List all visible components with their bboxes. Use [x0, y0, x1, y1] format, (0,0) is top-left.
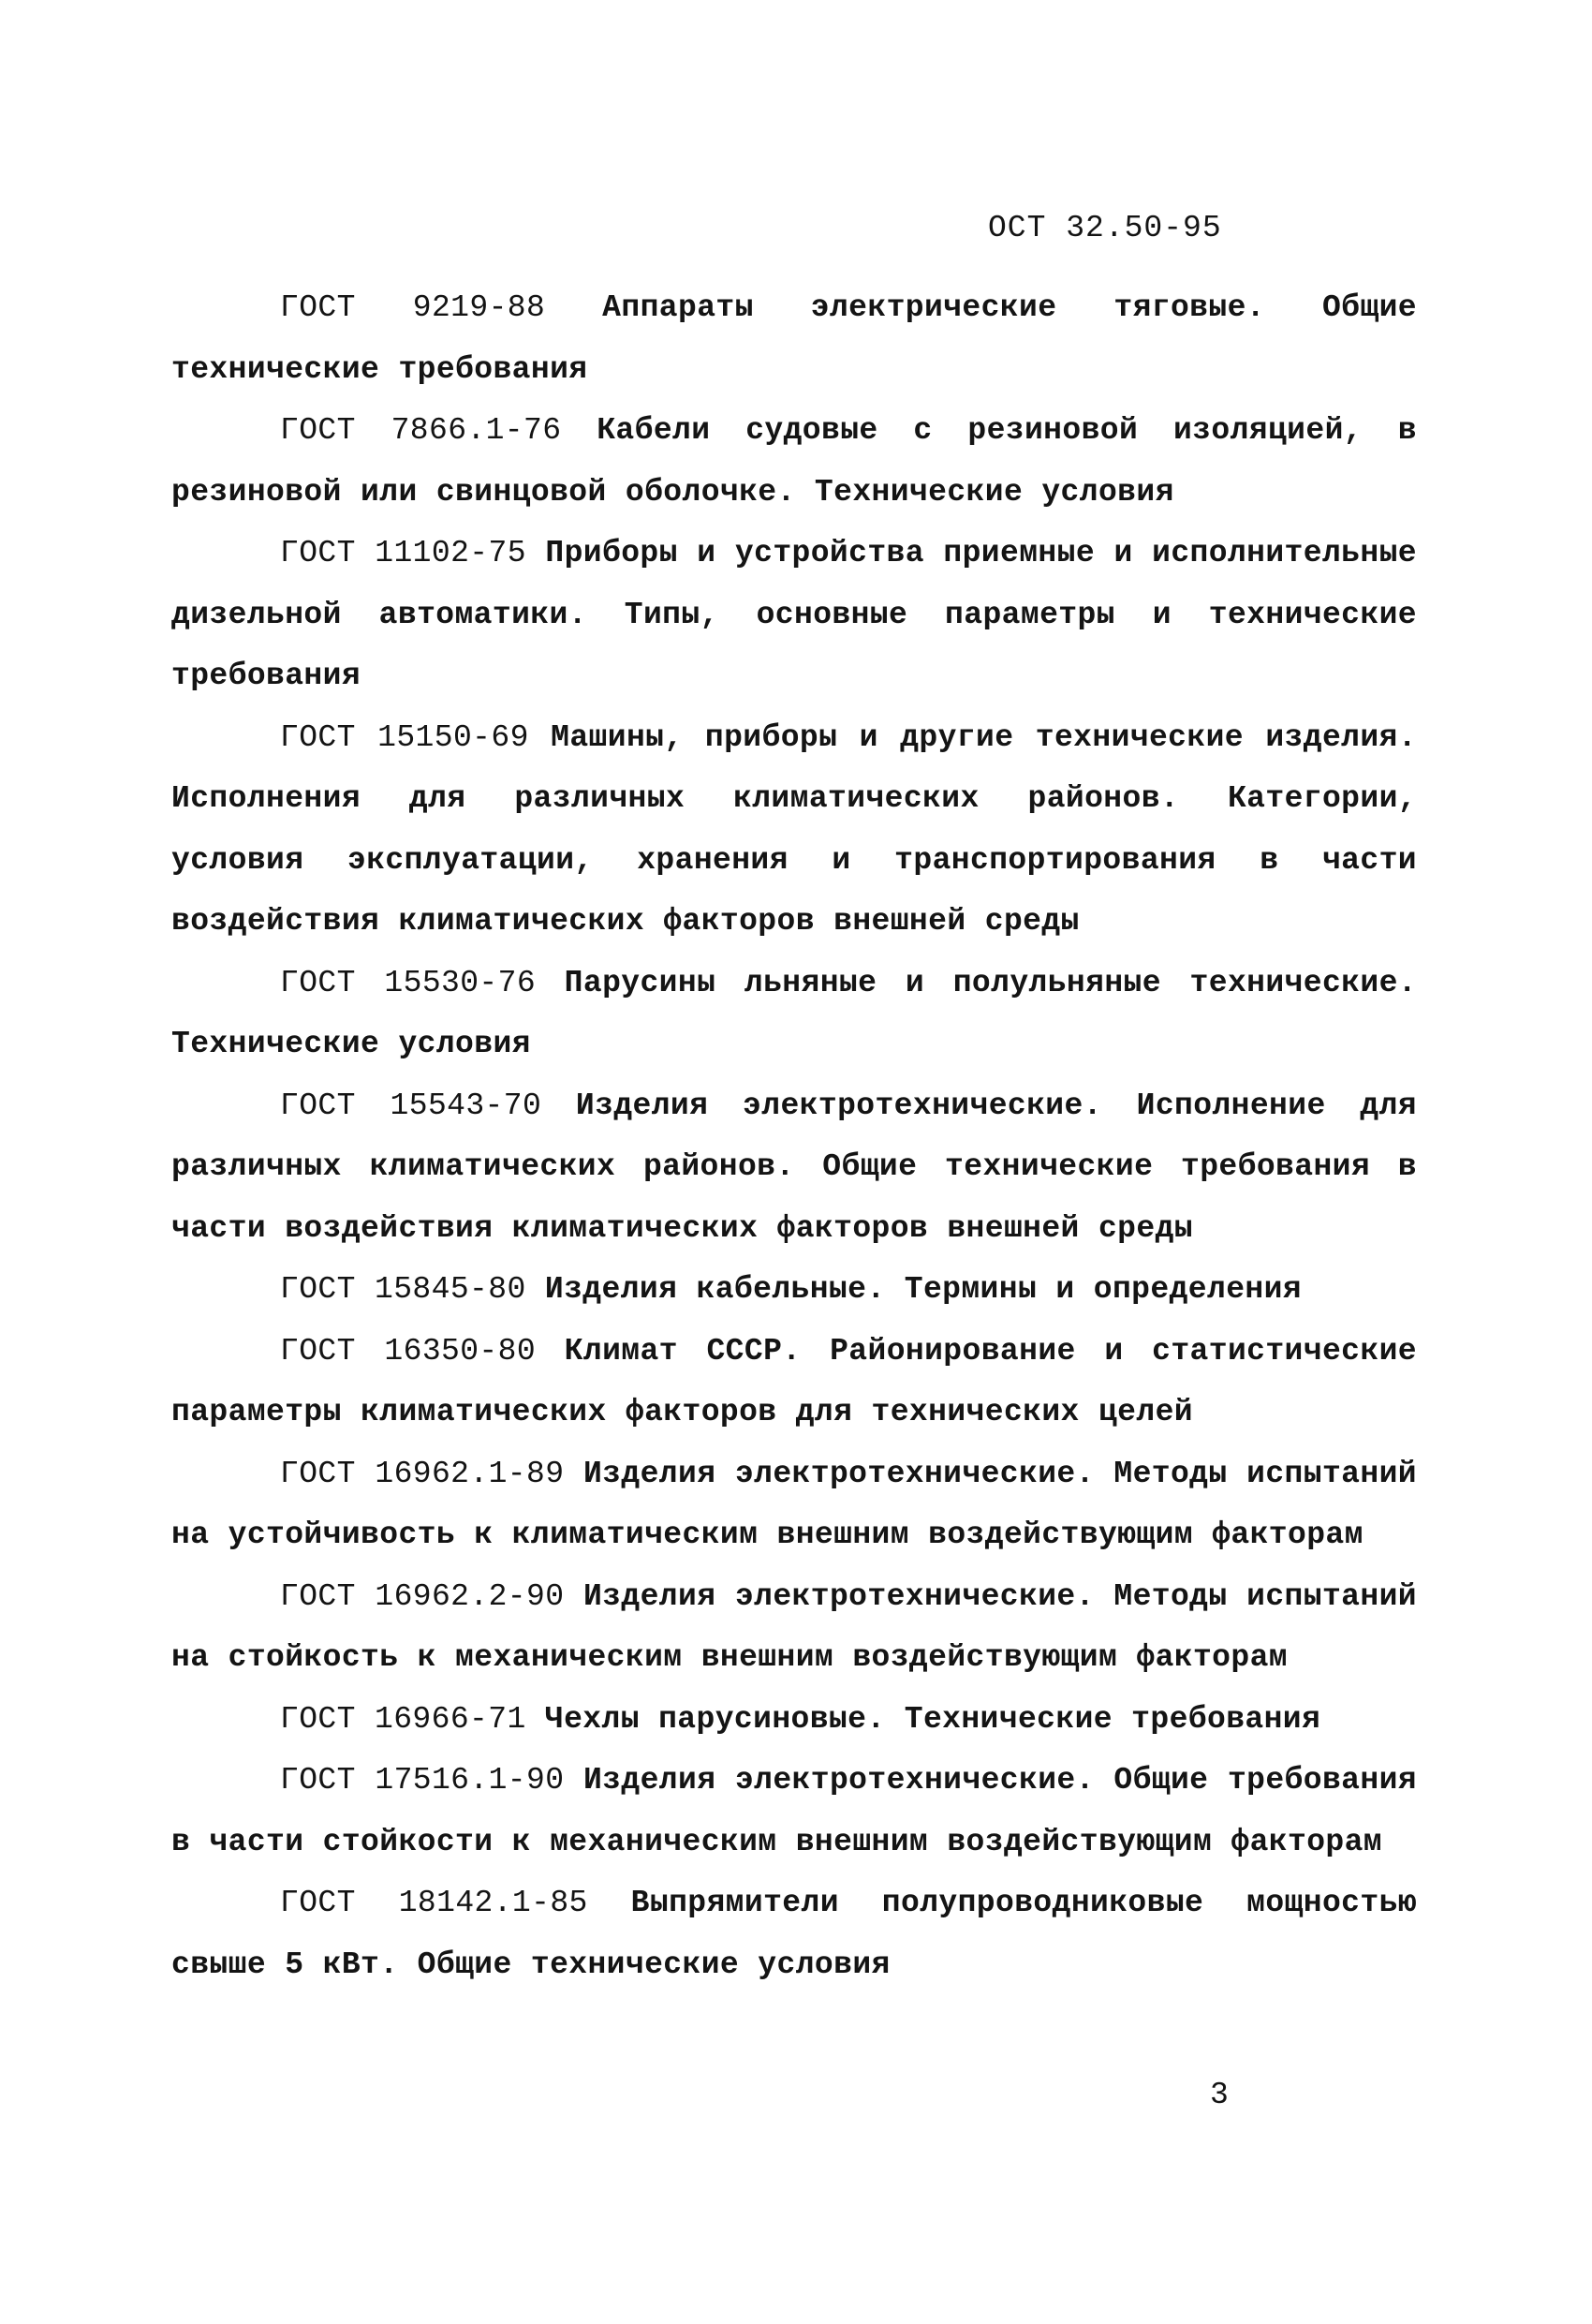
reference-entry: [171, 1259, 1417, 1321]
reference-title: Изделия электротехнические. Исполнение для различных климатических районов. Общие технические требования в части воздействия климатических факторов внешней среды: [171, 1088, 1417, 1246]
reference-code: ГОСТ 16962.2-90: [280, 1578, 565, 1614]
reference-entry: [171, 523, 1417, 707]
reference-entry: [171, 1873, 1417, 1995]
reference-title: Приборы и устройства приемные и исполнительные дизельной автоматики. Типы, основные параметры и технические требования: [171, 536, 1417, 693]
reference-entry: [171, 400, 1417, 523]
reference-title: Изделия кабельные. Термины и определения: [544, 1272, 1303, 1307]
reference-code: ГОСТ 16966-71: [280, 1701, 526, 1737]
reference-entry: [171, 1689, 1417, 1751]
reference-entry: [171, 953, 1417, 1075]
reference-code: ГОСТ 17516.1-90: [280, 1763, 565, 1798]
reference-title: Изделия электротехнические. Методы испытаний на устойчивость к климатическим внешним воздействующим факторам: [171, 1456, 1417, 1552]
reference-code: ГОСТ 7866.1-76: [280, 413, 562, 448]
reference-code: ГОСТ 15150-69: [280, 719, 529, 755]
reference-title: Аппараты электрические тяговые. Общие технические требования: [171, 290, 1417, 387]
page-number: 3: [1210, 2078, 1229, 2112]
reference-entry: [171, 1075, 1417, 1260]
reference-title: Парусины льняные и полульняные технические. Технические условия: [171, 965, 1417, 1061]
reference-code: ГОСТ 11102-75: [280, 536, 526, 570]
reference-title: Изделия электротехнические. Общие требования в части стойкости к механическим внешним воздействующим факторам: [171, 1763, 1417, 1859]
reference-code: ГОСТ 15543-70: [280, 1088, 542, 1123]
reference-code: ГОСТ 16350-80: [280, 1333, 537, 1369]
normative-references-list: [171, 277, 1417, 1995]
reference-entry: [171, 1566, 1417, 1689]
reference-entry: [171, 707, 1417, 953]
reference-title: Машины, приборы и другие технические изделия. Исполнения для различных климатических районов. Категории, условия эксплуатации, хранения и транспортирования в части воздействия климатических факторов внешней среды: [171, 719, 1417, 939]
reference-code: ГОСТ 18142.1-85: [280, 1886, 588, 1920]
reference-title: Климат СССР. Районирование и статистические параметры климатических факторов для технических целей: [171, 1333, 1417, 1429]
reference-entry: [171, 1321, 1417, 1443]
reference-code: ГОСТ 9219-88: [280, 290, 546, 325]
reference-title: Чехлы парусиновые. Технические требования: [544, 1701, 1321, 1737]
document-code: ОСТ 32.50-95: [988, 211, 1222, 245]
reference-code: ГОСТ 15845-80: [280, 1272, 526, 1307]
reference-code: ГОСТ 16962.1-89: [280, 1456, 565, 1491]
reference-title: Кабели судовые с резиновой изоляцией, в резиновой или свинцовой оболочке. Технические условия: [171, 413, 1417, 510]
reference-title: Изделия электротехнические. Методы испытаний на стойкость к механическим внешним воздействующим факторам: [171, 1578, 1417, 1675]
reference-entry: [171, 1750, 1417, 1873]
reference-title: Выпрямители полупроводниковые мощностью свыше 5 кВт. Общие технические условия: [171, 1886, 1417, 1982]
reference-entry: [171, 277, 1417, 400]
reference-code: ГОСТ 15530-76: [280, 965, 537, 1000]
reference-entry: [171, 1443, 1417, 1566]
